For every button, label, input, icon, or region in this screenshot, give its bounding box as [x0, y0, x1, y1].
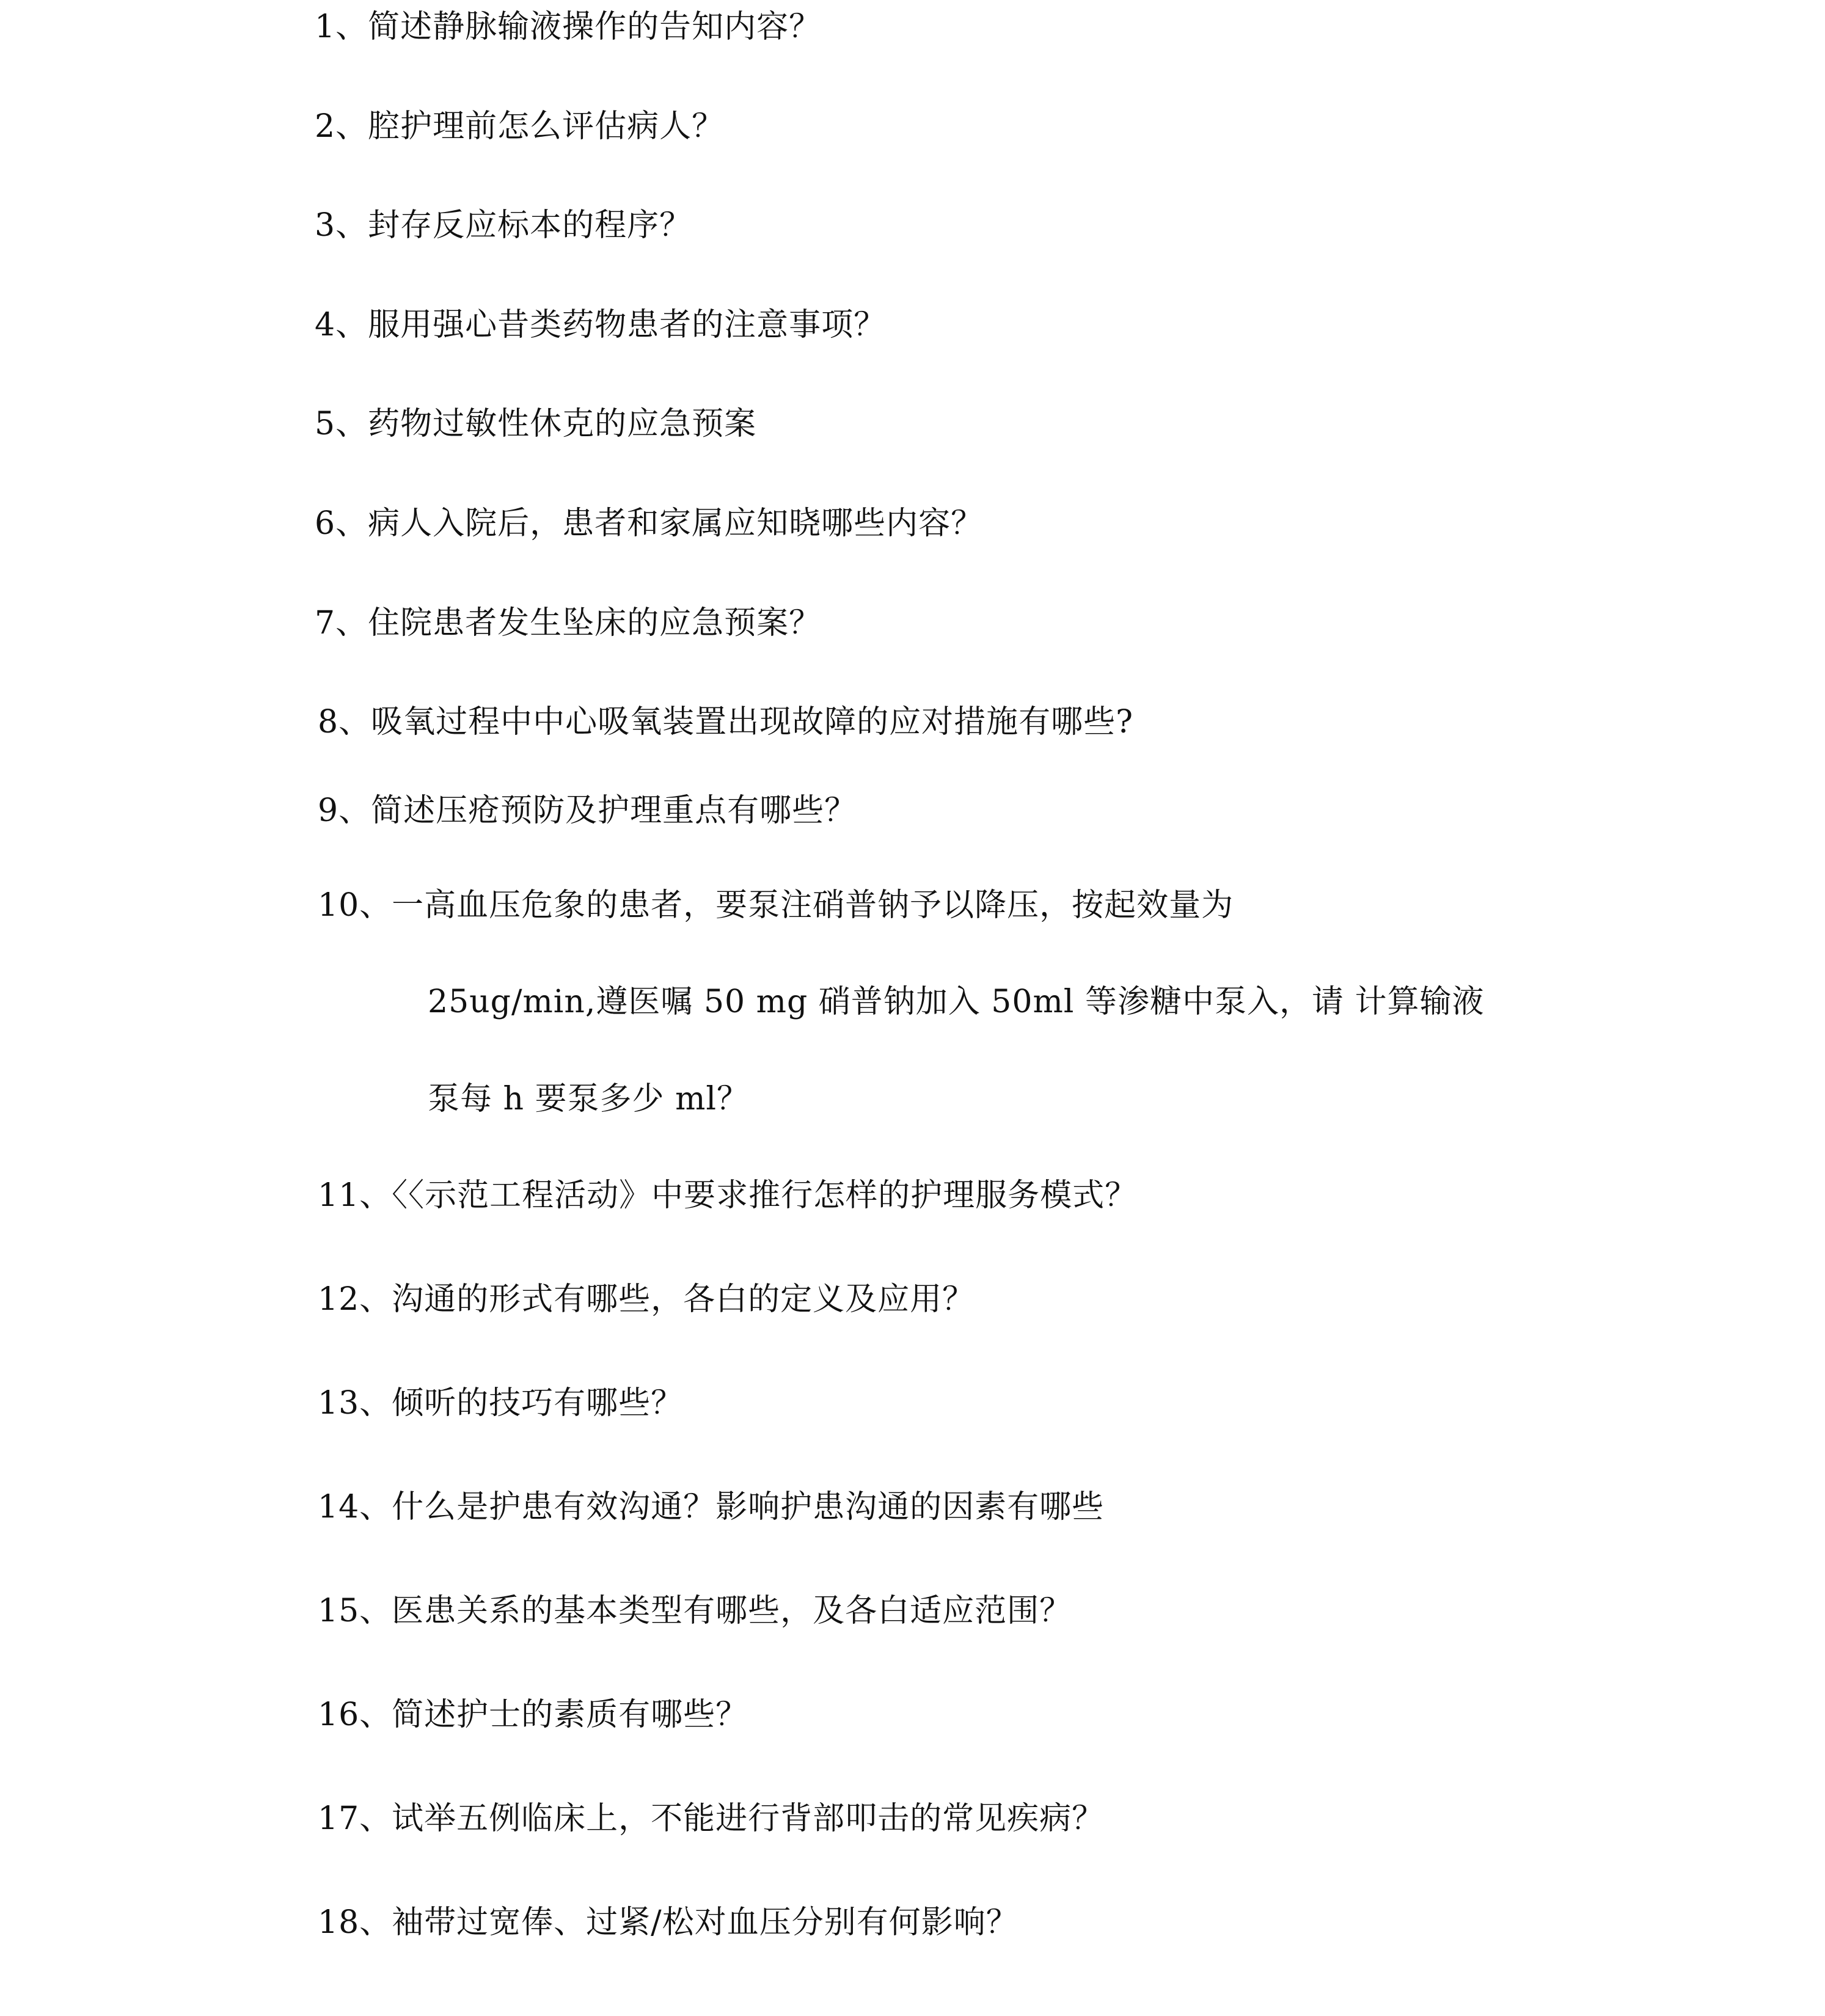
question-17: 17、试举五例临床上，不能进行背部叩击的常见疾病？: [318, 1800, 1105, 1837]
question-11: 11、〈〈示范工程活动》中要求推行怎样的护理服务模式？: [318, 1177, 1138, 1214]
question-4: 4、服用强心昔类药物患者的注意事项？: [315, 307, 887, 343]
question-10: 10、一高血压危象的患者，要泵注硝普钠予以降压，按起效量为: [318, 887, 1234, 924]
question-6: 6、病人入院后，患者和家属应知晓哪些内容？: [315, 505, 984, 542]
question-13: 13、倾听的技巧有哪些？: [318, 1385, 684, 1422]
question-8: 8、吸氧过程中中心吸氧装置出现故障的应对措施有哪些?: [318, 704, 1133, 740]
question-1: 1、简述静脉输液操作的告知内容？: [315, 9, 822, 45]
question-15: 15、医患关系的基本类型有哪些，及各白适应范围？: [318, 1593, 1072, 1629]
question-16: 16、简述护士的素质有哪些？: [318, 1696, 748, 1733]
question-12: 12、沟通的形式有哪些，各白的定义及应用？: [318, 1281, 975, 1318]
question-2: 2、腔护理前怎么评估病人？: [315, 108, 725, 145]
question-10-continuation-2: 泵每 h 要泵多少 ml？: [428, 1081, 750, 1117]
question-5: 5、药物过敏性休克的应急预案: [315, 406, 757, 442]
question-14: 14、什么是护患有效沟通？影响护患沟通的因素有哪些: [318, 1489, 1105, 1525]
question-9: 9、简述压疮预防及护理重点有哪些？: [318, 792, 857, 829]
question-18: 18、袖带过宽俸、过紧/松对血压分别有何影响？: [318, 1904, 1019, 1941]
question-3: 3、封存反应标本的程序？: [315, 207, 692, 244]
question-7: 7、住院患者发生坠床的应急预案？: [315, 605, 822, 641]
question-10-continuation-1: 25ug/min,遵医嘱 50 mg 硝普钠加入 50ml 等渗糖中泵入，请 计算输液: [428, 984, 1485, 1020]
